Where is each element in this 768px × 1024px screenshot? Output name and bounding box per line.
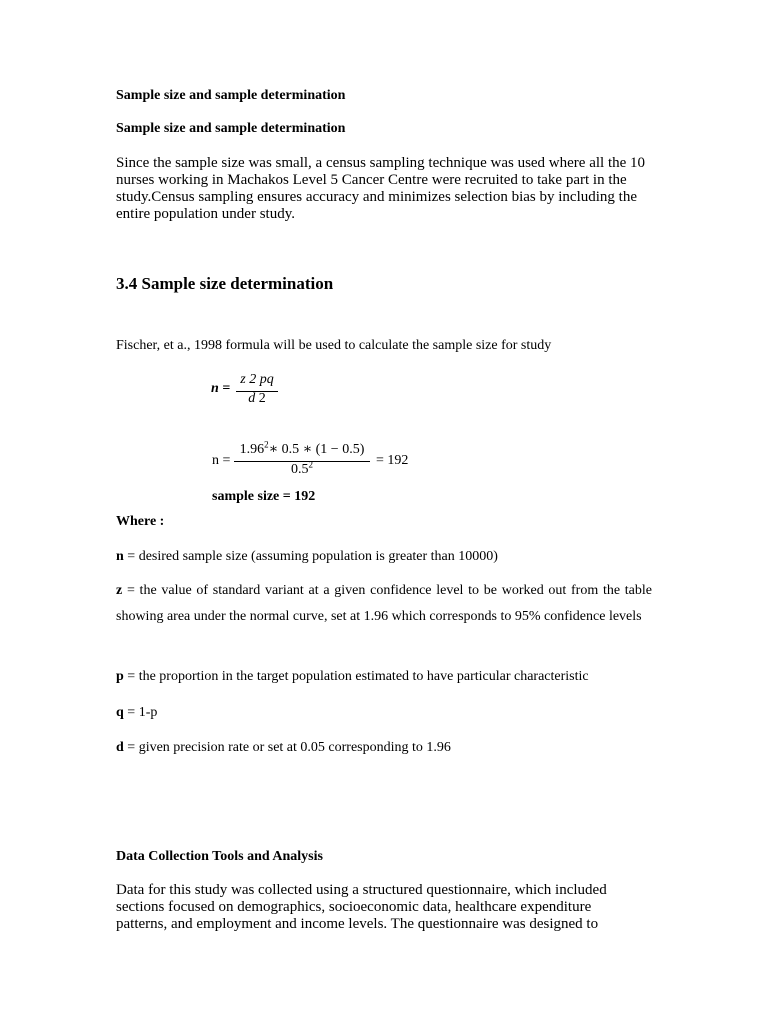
formula-1-numerator: z 2 pq [240,372,274,387]
formula-1-lhs: n = [211,381,231,396]
formula-2-num-exponent: 2 [264,439,269,450]
data-collection-heading: Data Collection Tools and Analysis [116,849,323,864]
heading-sample-size-b: Sample size and sample determination [116,121,346,136]
definition-p-term: p [116,669,124,684]
definition-p [116,669,589,685]
definition-d-term: d [116,740,124,755]
definition-z-text: = the value of standard variant at a given confidence level to be worked out from the table showing area under the normal curve, set at 1.96 which corresponds to 95% confidence levels [116,583,652,624]
formula-intro: Fischer, et a., 1998 formula will be used to calculate the sample size for study [116,338,552,353]
definition-q-term: q [116,705,124,720]
definition-q [116,705,157,721]
formula-2-rhs: = 192 [376,453,409,468]
definition-p-text: = the proportion in the target population estimated to have particular characteristic [123,669,589,684]
formula-2-denominator [232,459,372,478]
formula-2-lhs: n = [212,453,231,468]
formula-2-num-rest: ∗ 0.5 ∗ (1 − 0.5) [268,442,365,457]
where-label: Where : [116,514,165,529]
formula-2-den-base: 0.5 [291,462,309,477]
definition-n-term: n [116,549,124,564]
formula-2-den-exponent: 2 [308,459,313,470]
data-collection-paragraph: Data for this study was collected using a structured questionnaire, which included sections focused on demographics, socioeconomic data, healthcare expenditure patterns, and employment and income levels. The questionnaire was designed to [116,882,607,932]
definition-d-text: = given precision rate or set at 0.05 corresponding to 1.96 [123,740,451,755]
formula-2-numerator [232,441,372,458]
definition-n [116,549,498,565]
definition-z-term: z [116,583,123,598]
definition-q-text: = 1-p [123,705,158,720]
intro-paragraph: Since the sample size was small, a census sampling technique was used where all the 10 nurses working in Machakos Level 5 Cancer Centre were recruited to take part in the study.Census sampling ensures accuracy and minimizes selection bias by including the entire population under study. [116,155,646,222]
section-title: 3.4 Sample size determination [116,274,334,293]
formula-1-denominator: d 2 [248,391,266,406]
definition-z [116,578,652,630]
definition-n-text: = desired sample size (assuming population is greater than 10000) [123,549,498,564]
heading-sample-size-a: Sample size and sample determination [116,88,346,103]
definition-d [116,740,451,756]
formula-2-num-base: 1.96 [239,442,265,457]
sample-size-result: sample size = 192 [212,489,316,504]
